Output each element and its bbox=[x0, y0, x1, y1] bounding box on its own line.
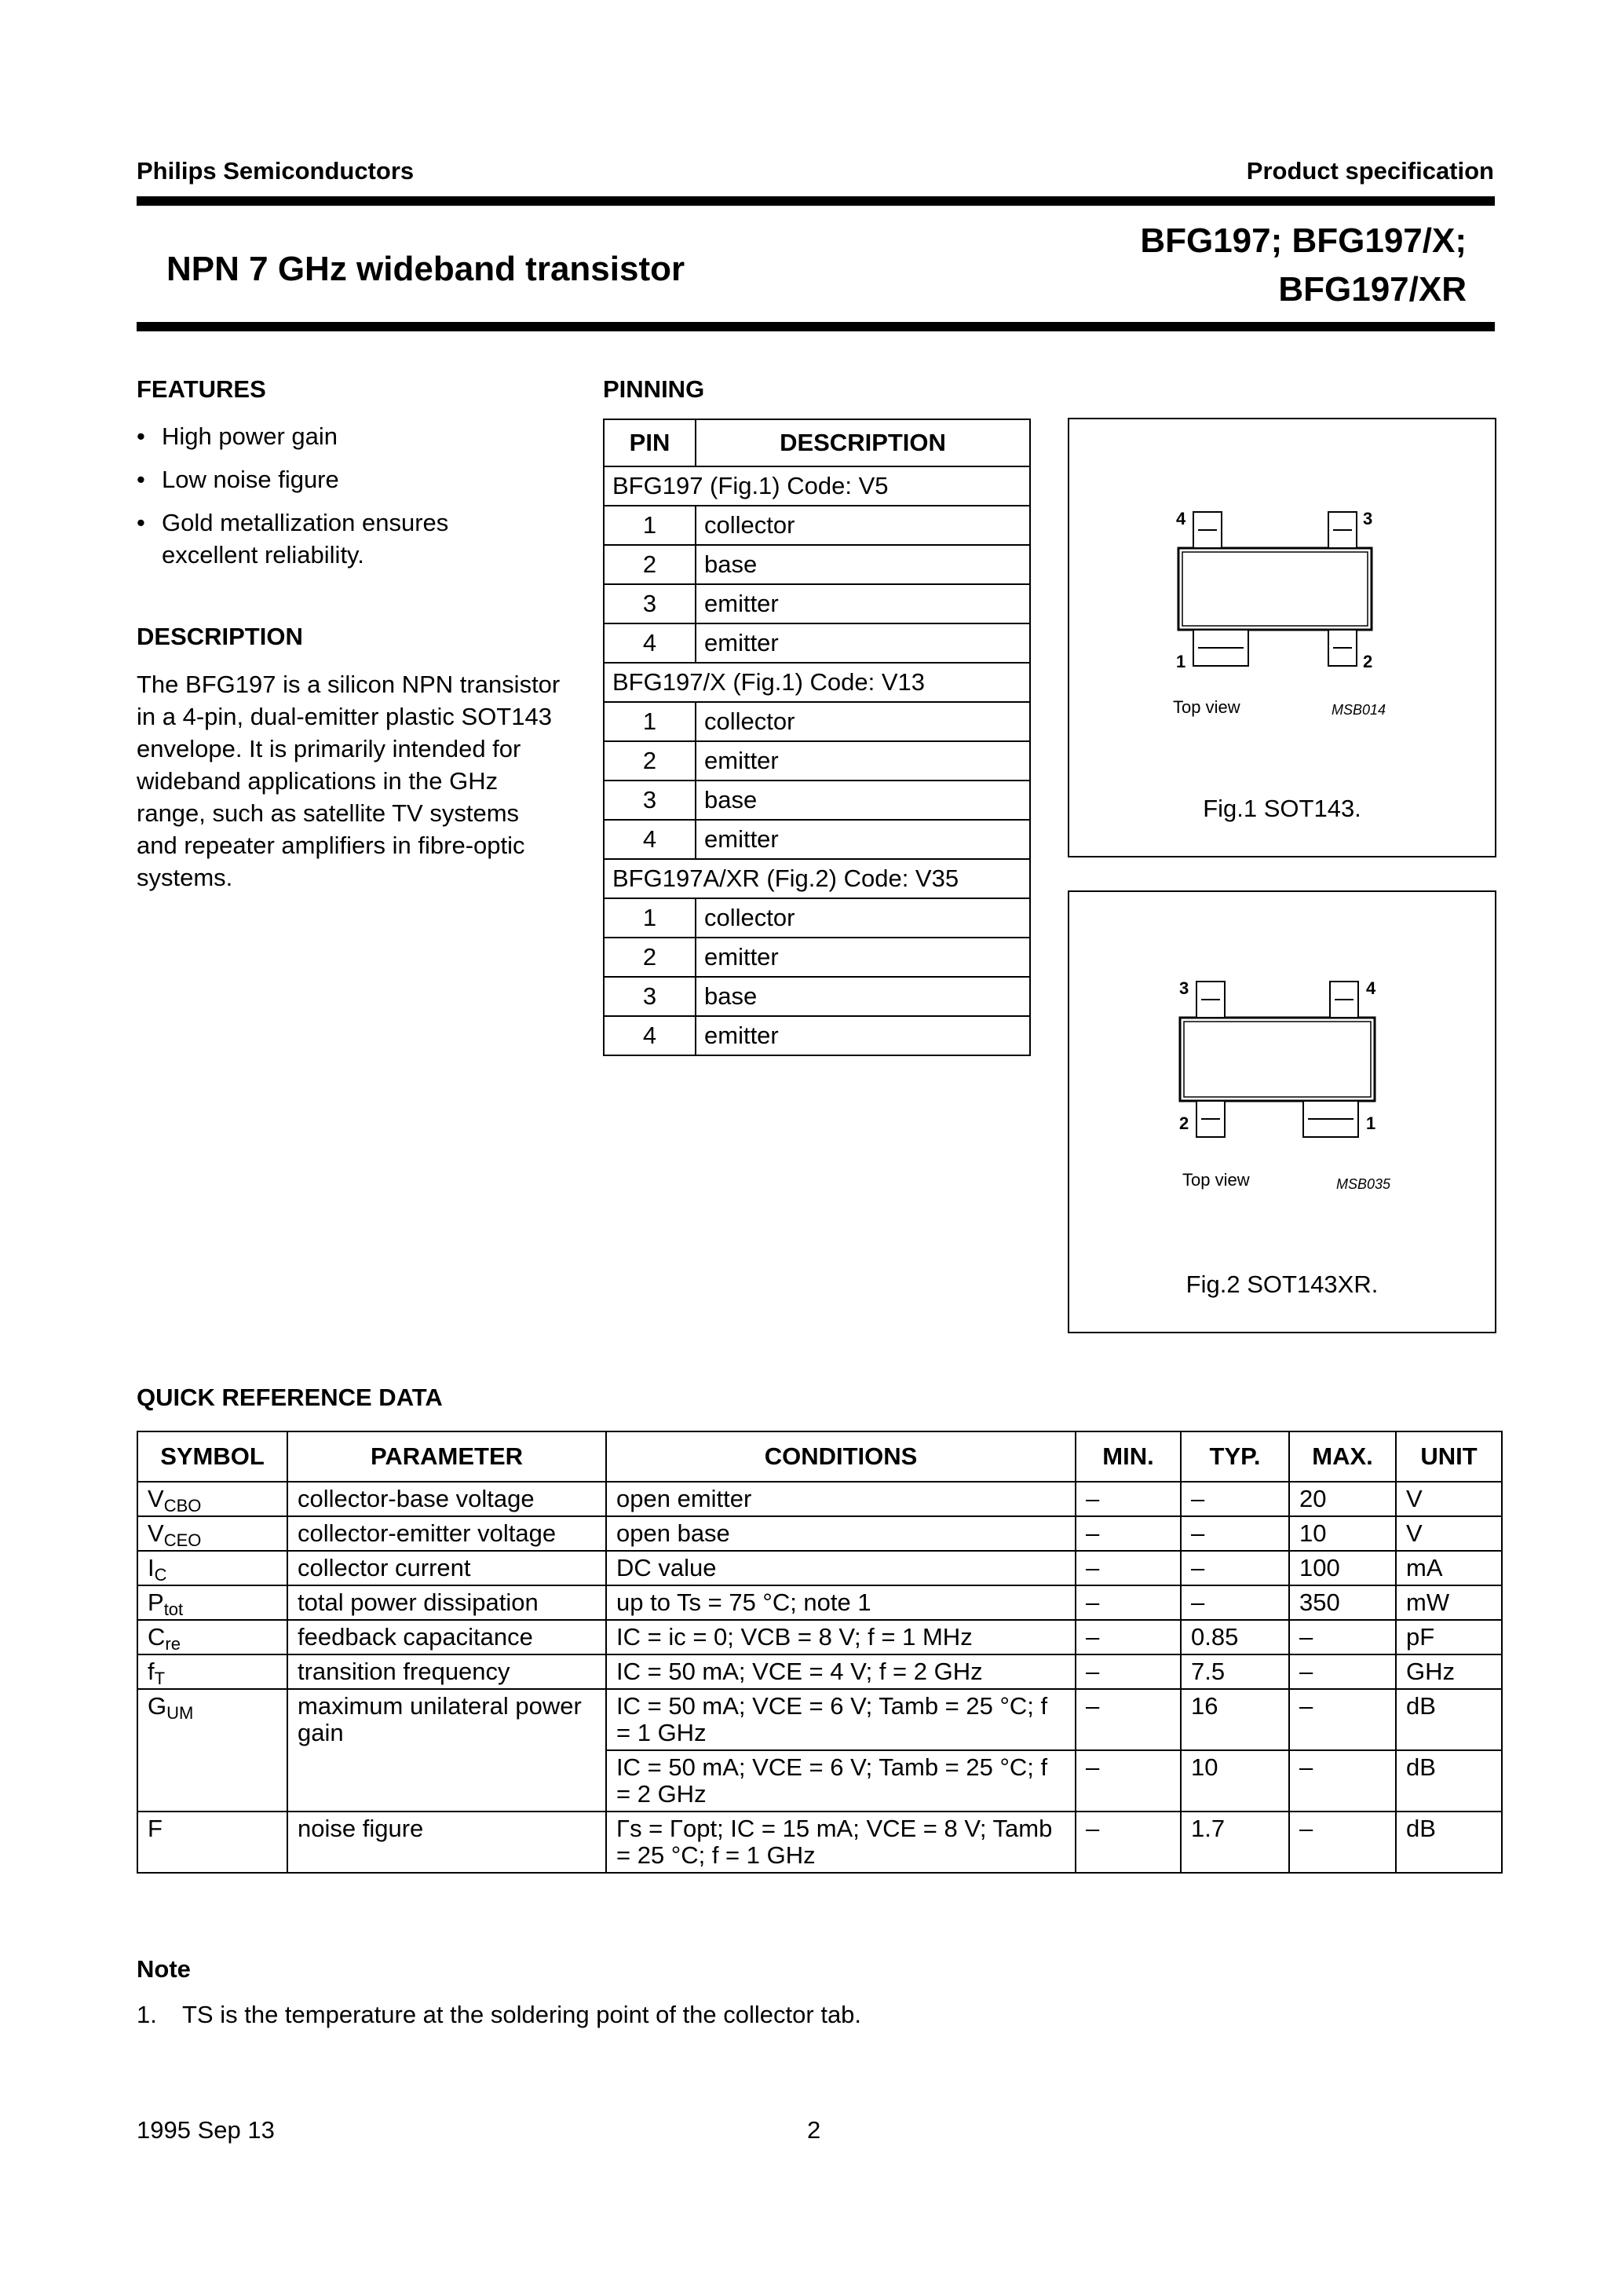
table-row: $G_{UM}$ maximum unilateral power gain IC = 50 mA; VCE = 6 V; Tamb = 25 °C; f = 1 GHz – 16 – dB bbox=[137, 1689, 1502, 1750]
table-row: 3 base bbox=[604, 977, 1030, 1016]
table-row: $C_{re}$ feedback capacitance IC = ic = 0; VCB = 8 V; f = 1 MHz – 0.85 – pF bbox=[137, 1620, 1502, 1654]
typ-col-header: TYP. bbox=[1181, 1431, 1289, 1482]
conditions-col-header: CONDITIONS bbox=[606, 1431, 1076, 1482]
description-text: The BFG197 is a silicon NPN transistor in a 4-pin, dual-emitter plastic SOT143 envelope. It is primarily intended for wideband applications in the GHz range, such as satellite TV systems and repeater amplifiers in fibre-optic systems. bbox=[137, 671, 561, 891]
table-row: 3 base bbox=[604, 781, 1030, 820]
table-row: 3 emitter bbox=[604, 584, 1030, 623]
feature-item: • High power gain bbox=[137, 420, 529, 452]
table-row: 2 emitter bbox=[604, 741, 1030, 781]
top-view-label: Top view bbox=[1173, 697, 1240, 717]
pinning-heading: PINNING bbox=[603, 375, 705, 403]
page-number: 2 bbox=[807, 2116, 821, 2144]
unit-col-header: UNIT bbox=[1396, 1431, 1502, 1482]
header-rule-top bbox=[137, 196, 1495, 206]
part-numbers bbox=[1140, 217, 1467, 314]
description-heading: DESCRIPTION bbox=[137, 623, 303, 650]
pin-label: 1 bbox=[1176, 652, 1186, 671]
quick-reference-table bbox=[137, 1431, 1503, 1874]
sot143-package-drawing bbox=[1069, 419, 1495, 856]
figure-sot143 bbox=[1068, 418, 1496, 857]
symbol-col-header: SYMBOL bbox=[137, 1431, 287, 1482]
table-row: $P_{tot}$ total power dissipation up to Ts = 75 °C; note 1 – – 350 mW bbox=[137, 1585, 1502, 1620]
drawing-code: MSB014 bbox=[1332, 702, 1386, 718]
pin-label: 2 bbox=[1179, 1113, 1189, 1133]
table-row: F noise figure Γs = Γopt; IC = 15 mA; VCE = 8 V; Tamb = 25 °C; f = 1 GHz – 1.7 – dB bbox=[137, 1812, 1502, 1873]
pin-label: 3 bbox=[1363, 509, 1373, 528]
parameter-col-header: PARAMETER bbox=[287, 1431, 606, 1482]
pin-label: 4 bbox=[1366, 978, 1376, 998]
table-row: 4 emitter bbox=[604, 623, 1030, 663]
part-numbers-line2: BFG197/XR bbox=[1278, 270, 1467, 309]
note-text: TS is the temperature at the soldering point of the collector tab. bbox=[182, 2001, 862, 2028]
pin-group-title: BFG197/X (Fig.1) Code: V13 bbox=[604, 663, 1030, 702]
table-row: $f_T$ transition frequency IC = 50 mA; VCE = 4 V; f = 2 GHz – 7.5 – GHz bbox=[137, 1654, 1502, 1689]
table-row: 4 emitter bbox=[604, 1016, 1030, 1055]
table-row: 1 collector bbox=[604, 898, 1030, 938]
symbol-cell: $P_{tot}$ bbox=[137, 1585, 287, 1620]
bullet-icon: • bbox=[137, 509, 145, 536]
figure-caption: Fig.1 SOT143. bbox=[1203, 795, 1361, 822]
description-col-header: DESCRIPTION bbox=[696, 419, 1030, 466]
figure-sot143xr bbox=[1068, 890, 1496, 1333]
part-numbers-line1: BFG197; BFG197/X; bbox=[1140, 221, 1467, 260]
pin-col-header: PIN bbox=[604, 419, 696, 466]
note-number: 1. bbox=[137, 2001, 157, 2028]
table-row: $I_C$ collector current DC value – – 100 mA bbox=[137, 1551, 1502, 1585]
pin-group-title: BFG197 (Fig.1) Code: V5 bbox=[604, 466, 1030, 506]
page-title: NPN 7 GHz wideband transistor bbox=[166, 250, 685, 288]
table-row: 2 base bbox=[604, 545, 1030, 584]
document-type: Product specification bbox=[1246, 157, 1494, 185]
sot143xr-package-drawing bbox=[1069, 892, 1495, 1332]
figure-caption: Fig.2 SOT143XR. bbox=[1185, 1270, 1379, 1298]
pin-group-title: BFG197A/XR (Fig.2) Code: V35 bbox=[604, 859, 1030, 898]
pin-label: 1 bbox=[1366, 1113, 1376, 1133]
table-row: 1 collector bbox=[604, 506, 1030, 545]
pin-label: 4 bbox=[1176, 509, 1186, 528]
symbol-cell: $V_{CEO}$ bbox=[137, 1516, 287, 1551]
top-view-label: Top view bbox=[1182, 1170, 1250, 1190]
header-rule-bottom bbox=[137, 322, 1495, 331]
table-row: 2 emitter bbox=[604, 938, 1030, 977]
table-row: $V_{CBO}$ collector-base voltage open emitter – – 20 V bbox=[137, 1482, 1502, 1516]
max-col-header: MAX. bbox=[1289, 1431, 1396, 1482]
table-row: IC = 50 mA; VCE = 6 V; Tamb = 25 °C; f = 2 GHz – 10 – dB bbox=[137, 1750, 1502, 1812]
symbol-cell: $C_{re}$ bbox=[137, 1620, 287, 1654]
table-row: 4 emitter bbox=[604, 820, 1030, 859]
pinning-table bbox=[603, 419, 1031, 1056]
min-col-header: MIN. bbox=[1076, 1431, 1181, 1482]
symbol-cell: $V_{CBO}$ bbox=[137, 1482, 287, 1516]
company-name: Philips Semiconductors bbox=[137, 157, 415, 185]
note-heading: Note bbox=[137, 1955, 191, 1983]
pin-label: 2 bbox=[1363, 652, 1373, 671]
symbol-cell: $I_C$ bbox=[137, 1551, 287, 1585]
symbol-cell: F bbox=[137, 1812, 287, 1873]
symbol-cell: $G_{UM}$ bbox=[137, 1689, 287, 1812]
symbol-cell: $f_T$ bbox=[137, 1654, 287, 1689]
feature-item: • Gold metallization ensures excellent reliability. bbox=[137, 506, 529, 571]
features-heading: FEATURES bbox=[137, 375, 266, 403]
bullet-icon: • bbox=[137, 422, 145, 450]
table-row: $V_{CEO}$ collector-emitter voltage open base – – 10 V bbox=[137, 1516, 1502, 1551]
qrd-heading: QUICK REFERENCE DATA bbox=[137, 1384, 443, 1411]
footer-date: 1995 Sep 13 bbox=[137, 2116, 275, 2144]
bullet-icon: • bbox=[137, 466, 145, 493]
table-row: 1 collector bbox=[604, 702, 1030, 741]
drawing-code: MSB035 bbox=[1336, 1176, 1391, 1192]
pin-label: 3 bbox=[1179, 978, 1189, 998]
features-list bbox=[137, 420, 529, 582]
feature-item: • Low noise figure bbox=[137, 463, 529, 495]
